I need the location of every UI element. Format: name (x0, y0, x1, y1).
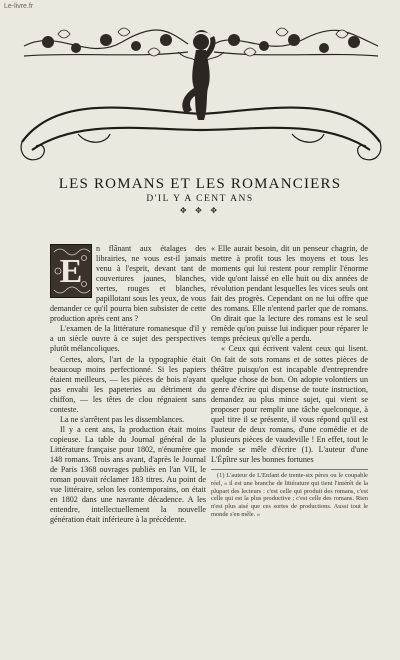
paragraph: « Elle aurait besoin, dit un penseur chagrin, de mettre à profit tous les moyens et tous les moments qui lui restent pour remplir l'énorme vide qu'ont laissé en elle huit ou dix années de révolution pendant lesquelles les vices seuls ont fait des progrès. Cependant on ne lui offre que des romans. Elle n'entend parler que de romans. On dirait que la lecture des romans est le seul remède qu'on puisse lui indiquer pour réparer le temps précieux qu'elle a perdu. (211, 244, 368, 344)
paragraph: « Ceux qui écrivent valent ceux qui lisent. On fait de sots romans et de sottes pièces de théâtre puisqu'on est incapable d'entreprendre quelque chose de bon. On adopte volontiers un genre d'écrire qui dispense de toute instruction, demandez au plus mince sujet, qui vient se proposer pour remplir une tâche quelconque, à quel titre il se présente, il vous répond qu'il est l'auteur de deux romans, d'une comédie et de plusieurs pièces de vaudeville ! En effet, tout le monde se mêle d'écrire (1). L'auteur d'une L'Épître sur les bonnes fortunes (211, 344, 368, 464)
paragraph: L'examen de la littérature romanesque d'il y a un siècle ouvre à ce sujet des perspectives plutôt mélancoliques. (50, 324, 206, 354)
right-text-column (211, 244, 368, 519)
watermark: Le-livre.fr (4, 3, 34, 10)
left-text-column (50, 244, 206, 525)
footnotes (211, 469, 368, 519)
art-nouveau-headpiece-illustration (18, 22, 384, 172)
illuminated-dropcap (50, 244, 92, 298)
article-title: LES ROMANS ET LES ROMANCIERS (58, 176, 342, 192)
paragraph: n flânant aux étalages des librairies, ne vous est-il jamais venu à l'esprit, devant tant de couvertures jaunes, blanches, vertes, rouges et blanches, papillotant sous les yeux, de vous demander ce qu'il pourra bien subsister de cette production après cent ans ? (50, 244, 206, 324)
paragraph: Il y a cent ans, la production était moins copieuse. La table du Journal général de la Littérature française pour 1802, n'énumère que 148 romans. Trois ans avant, d'après le Journal de Paris 1368 ouvrages publiés en l'an VII, le roman pouvait réclamer 183 titres. Au point de vue littéraire, selon les contemporains, on était en 1802 dans une navrante décadence. A les entendre, intellectuellement la nouvelle génération était inférieure à la précédente. (50, 424, 206, 525)
paragraph: Certes, alors, l'art de la typographie était beaucoup moins perfectionné. Si les papiers étaient meilleurs, — les pièces de bois n'ayant pas envahi les papeteries au détriment du chiffon, — les têtes de clou régnaient sans conteste. (50, 354, 206, 414)
footnote: (1) L'auteur de L'Enfant de trente-six pères ou le coupable réel, « il est une branche de littérature qui tient l'intérêt de la plupart des lecteurs : c'est celle qui produit des romans, c'est celle qui est la plus productive ; c'est celle des romans. Rien n'est plus aisé que ces sortes de productions. Aussi tout le monde s'en mêle. » (211, 472, 368, 519)
title-ornament: ✥ ✥ ✥ (179, 206, 221, 215)
dropcap-letter: E (59, 253, 83, 290)
paragraph: La ne s'arrêtent pas les dissemblances. (60, 414, 185, 424)
article-subtitle: D'IL Y A CENT ANS (146, 194, 254, 204)
